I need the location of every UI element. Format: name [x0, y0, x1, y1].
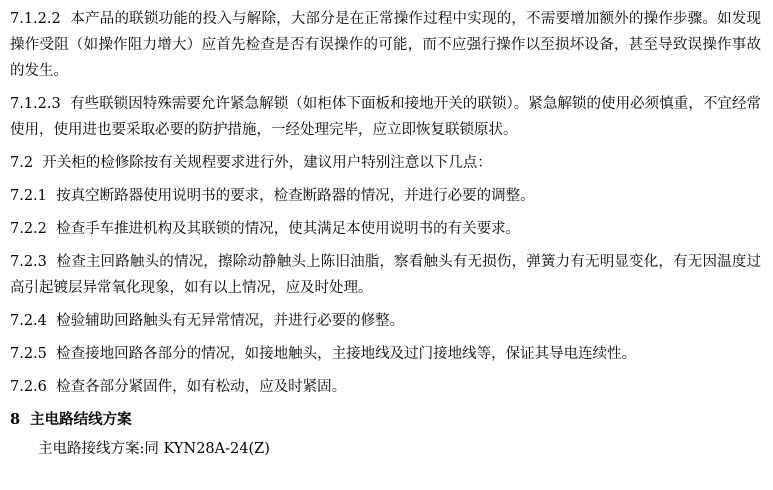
paragraph-text: 检查各部分紧固件，如有松动，应及时紧固。 [56, 379, 347, 395]
paragraph-7-1-2-3 [10, 91, 761, 143]
paragraph-7-2-5 [10, 341, 761, 367]
paragraph-7-2-6 [10, 374, 761, 400]
paragraph-number: 7.2 [10, 155, 34, 171]
paragraph-number: 7.2.4 [10, 313, 47, 329]
paragraph-text: 检查主回路触头的情况，擦除动静触头上陈旧油脂，察看触头有无损伤，弹簧力有无明显变化，有无因温度过高引起镀层异常氧化现象，如有以上情况，应及时处理。 [10, 254, 762, 296]
paragraph-text: 开关柜的检修除按有关规程要求进行外，建议用户特别注意以下几点： [42, 155, 492, 171]
paragraph-text: 本产品的联锁功能的投入与解除，大部分是在正常操作过程中实现的，不需要增加额外的操作步骤。如发现操作受阻（如操作阻力增大）应首先检查是否有误操作的可能，而不应强行操作以至损坏设备，甚至导致误操作事故的发生。 [10, 11, 762, 79]
paragraph-7-2 [10, 150, 761, 176]
paragraph-7-2-1 [10, 183, 761, 209]
paragraph-text: 有些联锁因特殊需要允许紧急解锁（如柜体下面板和接地开关的联锁）。紧急解锁的使用必须慎重，不宜经常使用，使用进也要采取必要的防护措施，一经处理完毕，应立即恢复联锁原状。 [10, 96, 761, 138]
section-8-body: 主电路接线方案:同 KYN28A-24(Z) [38, 441, 270, 457]
section-number: 8 [10, 411, 21, 428]
paragraph-text: 检验辅助回路触头有无异常情况，并进行必要的修整。 [56, 313, 405, 329]
paragraph-7-2-3 [10, 249, 761, 301]
section-title: 主电路结线方案 [30, 411, 132, 428]
paragraph-number: 7.2.2 [10, 221, 47, 237]
section-heading-8 [10, 407, 761, 433]
paragraph-7-2-2 [10, 216, 761, 242]
paragraph-number: 7.1.2.2 [10, 11, 61, 27]
paragraph-number: 7.2.5 [10, 346, 47, 362]
paragraph-text: 检查手车推进机构及其联锁的情况，使其满足本使用说明书的有关要求。 [56, 221, 521, 237]
paragraph-7-2-4 [10, 308, 761, 334]
paragraph-text: 检查接地回路各部分的情况，如接地触头，主接地线及过门接地线等，保证其导电连续性。 [56, 346, 637, 362]
paragraph-7-1-2-2 [10, 6, 761, 84]
paragraph-number: 7.1.2.3 [10, 96, 61, 112]
paragraph-number: 7.2.6 [10, 379, 47, 395]
paragraph-number: 7.2.3 [10, 254, 47, 270]
paragraph-text: 按真空断路器使用说明书的要求，检查断路器的情况，并进行必要的调整。 [56, 188, 535, 204]
paragraph-number: 7.2.1 [10, 188, 47, 204]
